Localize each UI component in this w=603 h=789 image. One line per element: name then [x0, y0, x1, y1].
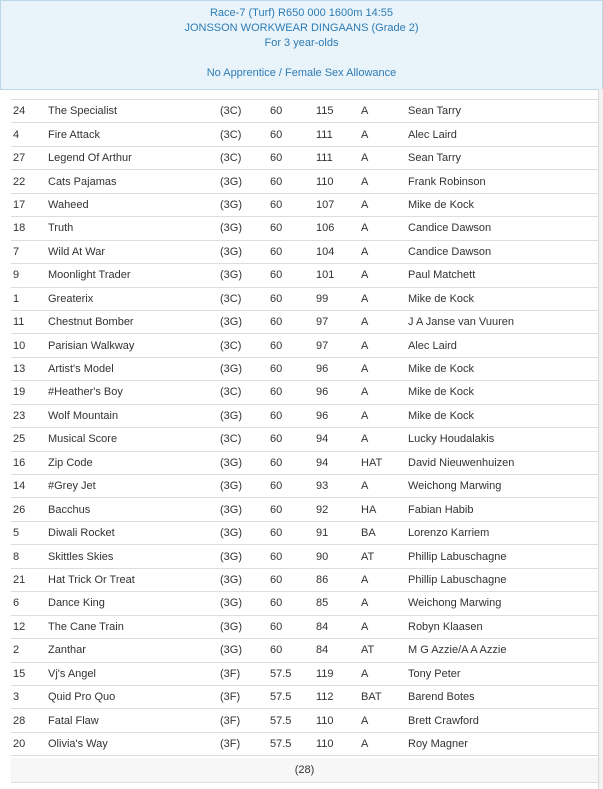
- equipment: A: [361, 264, 408, 287]
- runner-number: 15: [11, 662, 48, 685]
- merit-rating: 111: [316, 146, 361, 169]
- table-row: [11, 193, 598, 216]
- weight: 60: [270, 428, 316, 451]
- weight: 60: [270, 310, 316, 333]
- runner-number: 23: [11, 404, 48, 427]
- equipment: A: [361, 428, 408, 451]
- equipment: A: [361, 381, 408, 404]
- merit-rating: 93: [316, 475, 361, 498]
- table-row: [11, 357, 598, 380]
- table-row: [11, 709, 598, 732]
- merit-rating: 85: [316, 592, 361, 615]
- trainer-name: Mike de Kock: [408, 357, 598, 380]
- age-sex: (3G): [220, 568, 270, 591]
- trainer-name: Robyn Klaasen: [408, 615, 598, 638]
- race-name: JONSSON WORKWEAR DINGAANS (Grade 2): [184, 22, 419, 34]
- runners-table: [11, 100, 598, 756]
- trainer-name: Fabian Habib: [408, 498, 598, 521]
- trainer-name: Lucky Houdalakis: [408, 428, 598, 451]
- merit-rating: 94: [316, 451, 361, 474]
- trainer-name: Brett Crawford: [408, 709, 598, 732]
- weight: 60: [270, 615, 316, 638]
- equipment: BAT: [361, 685, 408, 708]
- merit-rating: 110: [316, 170, 361, 193]
- race-header: [0, 0, 603, 90]
- age-sex: (3G): [220, 592, 270, 615]
- equipment: A: [361, 334, 408, 357]
- trainer-name: Candice Dawson: [408, 240, 598, 263]
- age-sex: (3F): [220, 709, 270, 732]
- horse-name: Parisian Walkway: [48, 334, 220, 357]
- age-sex: (3G): [220, 639, 270, 662]
- equipment: A: [361, 240, 408, 263]
- runner-number: 13: [11, 357, 48, 380]
- age-sex: (3G): [220, 475, 270, 498]
- merit-rating: 99: [316, 287, 361, 310]
- horse-name: The Cane Train: [48, 615, 220, 638]
- merit-rating: 91: [316, 521, 361, 544]
- runner-number: 27: [11, 146, 48, 169]
- runner-number: 3: [11, 685, 48, 708]
- merit-rating: 84: [316, 639, 361, 662]
- horse-name: Fatal Flaw: [48, 709, 220, 732]
- equipment: A: [361, 123, 408, 146]
- age-sex: (3G): [220, 264, 270, 287]
- merit-rating: 110: [316, 709, 361, 732]
- merit-rating: 86: [316, 568, 361, 591]
- weight: 60: [270, 287, 316, 310]
- trainer-name: Phillip Labuschagne: [408, 568, 598, 591]
- horse-name: Wild At War: [48, 240, 220, 263]
- equipment: A: [361, 568, 408, 591]
- runner-number: 5: [11, 521, 48, 544]
- merit-rating: 115: [316, 100, 361, 123]
- age-sex: (3F): [220, 685, 270, 708]
- table-row: [11, 545, 598, 568]
- equipment: A: [361, 287, 408, 310]
- race-conditions: For 3 year-olds: [264, 37, 339, 49]
- table-row: [11, 310, 598, 333]
- weight: 57.5: [270, 732, 316, 755]
- weight: 60: [270, 592, 316, 615]
- merit-rating: 84: [316, 615, 361, 638]
- equipment: A: [361, 357, 408, 380]
- age-sex: (3C): [220, 287, 270, 310]
- runner-number: 17: [11, 193, 48, 216]
- trainer-name: Alec Laird: [408, 334, 598, 357]
- runner-number: 25: [11, 428, 48, 451]
- trainer-name: Phillip Labuschagne: [408, 545, 598, 568]
- table-row: [11, 475, 598, 498]
- runner-number: 14: [11, 475, 48, 498]
- table-row: [11, 146, 598, 169]
- race-allowance: No Apprentice / Female Sex Allowance: [206, 67, 397, 79]
- equipment: A: [361, 475, 408, 498]
- weight: 60: [270, 545, 316, 568]
- equipment: A: [361, 732, 408, 755]
- trainer-name: Lorenzo Karriem: [408, 521, 598, 544]
- trainer-name: Paul Matchett: [408, 264, 598, 287]
- runner-number: 18: [11, 217, 48, 240]
- equipment: A: [361, 100, 408, 123]
- age-sex: (3C): [220, 334, 270, 357]
- trainer-name: Mike de Kock: [408, 287, 598, 310]
- runner-number: 19: [11, 381, 48, 404]
- table-row: [11, 498, 598, 521]
- horse-name: Fire Attack: [48, 123, 220, 146]
- runner-number: 1: [11, 287, 48, 310]
- table-row: [11, 639, 598, 662]
- merit-rating: 107: [316, 193, 361, 216]
- table-row: [11, 615, 598, 638]
- weight: 60: [270, 451, 316, 474]
- horse-name: Dance King: [48, 592, 220, 615]
- horse-name: Cats Pajamas: [48, 170, 220, 193]
- weight: 60: [270, 217, 316, 240]
- trainer-name: Weichong Marwing: [408, 475, 598, 498]
- age-sex: (3G): [220, 170, 270, 193]
- trainer-name: David Nieuwenhuizen: [408, 451, 598, 474]
- equipment: HAT: [361, 451, 408, 474]
- equipment: HA: [361, 498, 408, 521]
- age-sex: (3C): [220, 146, 270, 169]
- weight: 60: [270, 100, 316, 123]
- trainer-name: Mike de Kock: [408, 404, 598, 427]
- weight: 60: [270, 521, 316, 544]
- table-row: [11, 264, 598, 287]
- weight: 60: [270, 240, 316, 263]
- merit-rating: 97: [316, 334, 361, 357]
- equipment: A: [361, 146, 408, 169]
- age-sex: (3F): [220, 732, 270, 755]
- weight: 60: [270, 381, 316, 404]
- table-row: [11, 100, 598, 123]
- trainer-name: M G Azzie/A A Azzie: [408, 639, 598, 662]
- age-sex: (3C): [220, 123, 270, 146]
- horse-name: Skittles Skies: [48, 545, 220, 568]
- trainer-name: J A Janse van Vuuren: [408, 310, 598, 333]
- equipment: A: [361, 193, 408, 216]
- runner-number: 24: [11, 100, 48, 123]
- age-sex: (3G): [220, 545, 270, 568]
- table-row: [11, 568, 598, 591]
- age-sex: (3G): [220, 310, 270, 333]
- runner-count: (28): [11, 758, 598, 783]
- table-row: [11, 287, 598, 310]
- merit-rating: 101: [316, 264, 361, 287]
- trainer-name: Alec Laird: [408, 123, 598, 146]
- merit-rating: 97: [316, 310, 361, 333]
- age-sex: (3G): [220, 451, 270, 474]
- runner-number: 10: [11, 334, 48, 357]
- weight: 60: [270, 146, 316, 169]
- age-sex: (3G): [220, 404, 270, 427]
- age-sex: (3G): [220, 521, 270, 544]
- equipment: A: [361, 404, 408, 427]
- horse-name: Legend Of Arthur: [48, 146, 220, 169]
- horse-name: Greaterix: [48, 287, 220, 310]
- age-sex: (3G): [220, 615, 270, 638]
- runner-number: 7: [11, 240, 48, 263]
- weight: 57.5: [270, 685, 316, 708]
- weight: 60: [270, 170, 316, 193]
- age-sex: (3C): [220, 428, 270, 451]
- table-row: [11, 123, 598, 146]
- table-row: [11, 592, 598, 615]
- merit-rating: 96: [316, 381, 361, 404]
- merit-rating: 94: [316, 428, 361, 451]
- runner-number: 28: [11, 709, 48, 732]
- weight: 60: [270, 475, 316, 498]
- table-row: [11, 170, 598, 193]
- horse-name: Hat Trick Or Treat: [48, 568, 220, 591]
- age-sex: (3C): [220, 100, 270, 123]
- equipment: A: [361, 217, 408, 240]
- runner-number: 6: [11, 592, 48, 615]
- merit-rating: 110: [316, 732, 361, 755]
- trainer-name: Sean Tarry: [408, 100, 598, 123]
- trainer-name: Mike de Kock: [408, 193, 598, 216]
- age-sex: (3G): [220, 217, 270, 240]
- weight: 60: [270, 568, 316, 591]
- horse-name: Zip Code: [48, 451, 220, 474]
- horse-name: Zanthar: [48, 639, 220, 662]
- equipment: A: [361, 662, 408, 685]
- merit-rating: 119: [316, 662, 361, 685]
- runners-table-body: [11, 100, 598, 756]
- horse-name: Moonlight Trader: [48, 264, 220, 287]
- trainer-name: Mike de Kock: [408, 381, 598, 404]
- age-sex: (3G): [220, 240, 270, 263]
- horse-name: Bacchus: [48, 498, 220, 521]
- runner-number: 26: [11, 498, 48, 521]
- trainer-name: Barend Botes: [408, 685, 598, 708]
- horse-name: Quid Pro Quo: [48, 685, 220, 708]
- horse-name: Olivia's Way: [48, 732, 220, 755]
- trainer-name: Weichong Marwing: [408, 592, 598, 615]
- trainer-name: Candice Dawson: [408, 217, 598, 240]
- horse-name: Diwali Rocket: [48, 521, 220, 544]
- equipment: A: [361, 709, 408, 732]
- weight: 57.5: [270, 709, 316, 732]
- horse-name: Artist's Model: [48, 357, 220, 380]
- trainer-name: Sean Tarry: [408, 146, 598, 169]
- weight: 60: [270, 404, 316, 427]
- weight: 60: [270, 193, 316, 216]
- runner-number: 21: [11, 568, 48, 591]
- merit-rating: 106: [316, 217, 361, 240]
- horse-name: Chestnut Bomber: [48, 310, 220, 333]
- runner-number: 11: [11, 310, 48, 333]
- horse-name: The Specialist: [48, 100, 220, 123]
- merit-rating: 96: [316, 357, 361, 380]
- race-line: Race-7 (Turf) R650 000 1600m 14:55: [209, 7, 394, 19]
- trainer-name: Frank Robinson: [408, 170, 598, 193]
- horse-name: Waheed: [48, 193, 220, 216]
- table-row: [11, 381, 598, 404]
- horse-name: Wolf Mountain: [48, 404, 220, 427]
- table-row: [11, 521, 598, 544]
- runner-number: 16: [11, 451, 48, 474]
- weight: 60: [270, 639, 316, 662]
- runner-number: 8: [11, 545, 48, 568]
- table-row: [11, 685, 598, 708]
- merit-rating: 111: [316, 123, 361, 146]
- merit-rating: 90: [316, 545, 361, 568]
- equipment: A: [361, 310, 408, 333]
- equipment: A: [361, 615, 408, 638]
- age-sex: (3F): [220, 662, 270, 685]
- trainer-name: Tony Peter: [408, 662, 598, 685]
- page-edge: [598, 89, 603, 789]
- runners-table-wrap: [11, 99, 598, 756]
- table-row: [11, 451, 598, 474]
- equipment: A: [361, 592, 408, 615]
- horse-name: #Grey Jet: [48, 475, 220, 498]
- equipment: BA: [361, 521, 408, 544]
- merit-rating: 96: [316, 404, 361, 427]
- runner-number: 4: [11, 123, 48, 146]
- age-sex: (3G): [220, 193, 270, 216]
- table-row: [11, 732, 598, 755]
- horse-name: #Heather's Boy: [48, 381, 220, 404]
- table-row: [11, 428, 598, 451]
- merit-rating: 104: [316, 240, 361, 263]
- weight: 60: [270, 334, 316, 357]
- merit-rating: 112: [316, 685, 361, 708]
- merit-rating: 92: [316, 498, 361, 521]
- runner-number: 12: [11, 615, 48, 638]
- runner-number: 20: [11, 732, 48, 755]
- horse-name: Vj's Angel: [48, 662, 220, 685]
- equipment: AT: [361, 639, 408, 662]
- age-sex: (3G): [220, 498, 270, 521]
- weight: 60: [270, 357, 316, 380]
- runner-number: 9: [11, 264, 48, 287]
- weight: 60: [270, 498, 316, 521]
- age-sex: (3C): [220, 381, 270, 404]
- table-row: [11, 334, 598, 357]
- age-sex: (3G): [220, 357, 270, 380]
- table-row: [11, 662, 598, 685]
- runner-number: 22: [11, 170, 48, 193]
- trainer-name: Roy Magner: [408, 732, 598, 755]
- table-row: [11, 217, 598, 240]
- table-row: [11, 240, 598, 263]
- runner-number: 2: [11, 639, 48, 662]
- weight: 60: [270, 264, 316, 287]
- equipment: AT: [361, 545, 408, 568]
- equipment: A: [361, 170, 408, 193]
- weight: 60: [270, 123, 316, 146]
- horse-name: Truth: [48, 217, 220, 240]
- weight: 57.5: [270, 662, 316, 685]
- horse-name: Musical Score: [48, 428, 220, 451]
- table-row: [11, 404, 598, 427]
